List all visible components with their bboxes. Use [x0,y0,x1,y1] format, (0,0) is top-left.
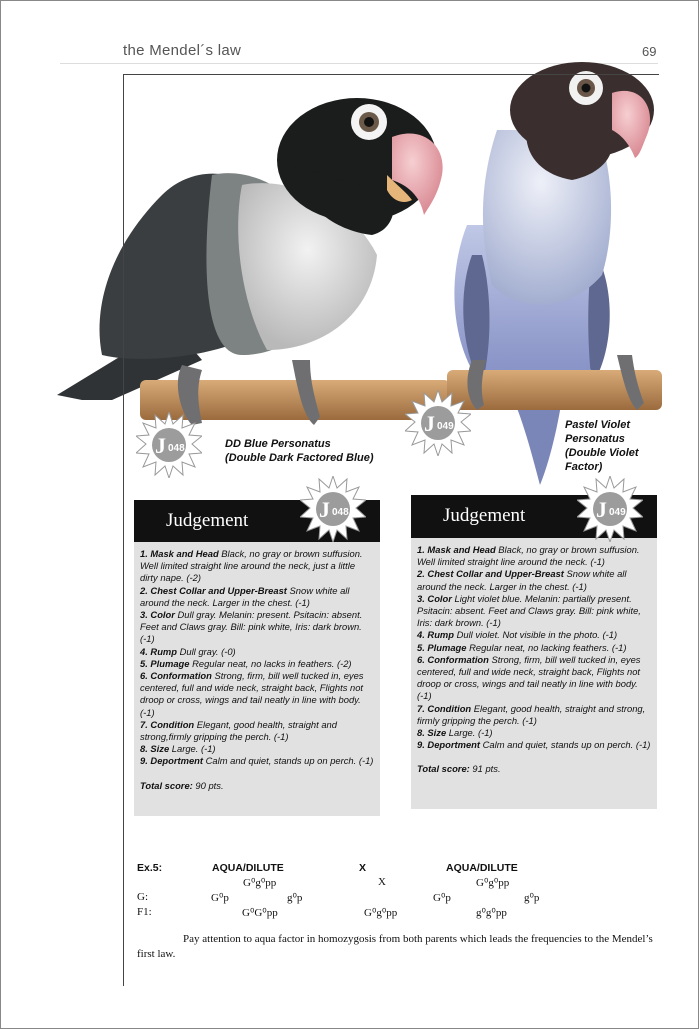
criterion-item [417,593,651,630]
bird-label-line: Pastel Violet [565,419,631,431]
badge-048-icon [136,412,202,478]
criterion-item [140,755,374,767]
total-score: Total score: 90 pts. [140,779,224,791]
parent2-label: AQUA/DILUTE [446,862,518,874]
criterion-name: 7. Condition [140,718,195,730]
gamete: g⁰p [524,892,540,904]
criterion-item [140,670,374,719]
badge-number: 048 [168,443,185,454]
bird-label-049 [565,418,639,474]
criterion-text: Elegant, good health, straight and strong,firmly gripping the perch. (-1) [140,718,337,743]
gamete: G⁰p [211,892,229,904]
bird-label-048 [225,437,374,465]
criterion-name: 3. Color [417,592,452,604]
bird-label-line: Factor) [565,461,603,473]
judgement-box-049 [411,495,657,809]
badge-number: 049 [437,421,454,432]
bird-label-line: Personatus [565,433,625,445]
criterion-text: Black, no gray or brown suffusion. Well limited straight line around the neck. (-1) [417,544,640,568]
judgement-badge-048-icon [300,476,366,542]
criterion-name: 5. Plumage [140,657,190,669]
criterion-text: Strong, firm, bill well tucked in, eyes centered, full and wide neck, straight back, Flights not droop or cross, wings and tail neatly in line with body. (-1) [140,670,364,718]
criterion-name: 9. Deportment [417,739,481,751]
judgement-criteria [417,544,651,776]
criterion-item [417,727,651,739]
criterion-text: Strong, firm, bill well tucked in, eyes centered, full and wide neck, straight back, Flights not droop or cross, wings and tail neatly in line with body. (-1) [417,653,641,702]
gametes-label: G: [137,891,148,903]
criterion-name: 1. Mask and Head [140,548,219,559]
criterion-item [417,739,651,751]
criterion-text: Calm and quiet, stands up on perch. (-1) [203,755,374,767]
judgement-criteria [140,548,374,792]
cross-symbol: X [359,862,367,874]
criterion-item [417,703,651,727]
criterion-text: Dull gray. Melanin: present. Psitacin: absent. Feet and Claws gray. Bill: pink white, Iris: dark brown. (-1) [140,609,363,645]
f1-genotype: G⁰G⁰pp [242,907,278,919]
criterion-text: Large. (-1) [446,727,493,739]
criterion-name: 8. Size [140,743,170,755]
criterion-item [417,544,651,568]
parent1-label: AQUA/DILUTE [212,862,284,874]
running-head: the Mendel´s law [123,42,242,59]
criterion-name: 8. Size [417,727,447,739]
gamete: G⁰p [433,892,451,904]
criterion-text: Light violet blue. Melanin: partially present. Psitacin: absent. Feet and Claws gray. Bill: pink white, Iris: dark brown. (-1) [417,592,641,629]
gamete: g⁰p [287,892,303,904]
f1-label: F1: [137,906,152,918]
criterion-name: 2. Chest Collar and Upper-Breast [140,584,287,596]
criterion-name: 6. Conformation [140,670,212,682]
parent1-genotype: G⁰g⁰pp [243,877,277,889]
f1-genotype: g⁰g⁰pp [476,907,507,919]
criterion-text: Black, no gray or brown suffusion. Well limited straight line around the neck, just a little dirty nape. (-2) [140,548,363,584]
criterion-item [417,629,651,641]
cross-symbol-small: X [378,876,386,888]
criterion-name: 4. Rump [140,645,177,657]
criterion-text: Dull violet. Not visible in the photo. (-1) [453,629,618,641]
parent2-genotype: G⁰g⁰pp [476,877,510,889]
body-paragraph: Pay attention to aqua factor in homozygosis from both parents which leads the frequencies to the Mendel’s first law. [137,933,653,960]
criterion-name: 4. Rump [417,629,454,641]
criterion-item [140,743,374,755]
page-number: 69 [642,44,657,59]
judgement-box-048 [134,500,380,816]
criterion-item [140,585,374,609]
criterion-text: Calm and quiet, stands up on perch. (-1) [480,739,651,751]
criterion-name: 9. Deportment [140,755,204,767]
total-score: Total score: 91 pts. [417,763,501,775]
frame-left-rule [123,74,124,986]
bird-label-line: (Double Dark Factored Blue) [225,452,374,464]
criterion-item [140,658,374,670]
svg-text:J: J [596,497,607,522]
criterion-item [140,548,374,585]
judgement-badge-049-icon [577,476,643,542]
judgement-title: Judgement [443,505,526,526]
criterion-text: Elegant, good health, straight and strong, firmly gripping the perch. (-1) [417,702,646,726]
criterion-name: 7. Condition [417,702,472,714]
criterion-item [417,642,651,654]
criterion-text: Snow white all around the neck. Larger in the chest. (-1) [140,584,350,608]
criterion-text: Regular neat, no lacking feathers. (-1) [466,641,627,653]
f1-genotype: G⁰g⁰pp [364,907,398,919]
criterion-item [140,646,374,658]
badge-049-icon [405,390,471,456]
criterion-name: 1. Mask and Head [417,544,496,555]
criterion-item [417,654,651,703]
frame-top-rule [123,74,659,75]
criterion-item [140,719,374,743]
criterion-name: 3. Color [140,609,175,621]
criterion-name: 5. Plumage [417,641,467,653]
badge-letter: J [155,433,166,458]
bird-label-line: DD Blue Personatus [225,438,331,450]
example-label: Ex.5: [137,862,163,874]
criterion-text: Regular neat, no lacks in feathers. (-2) [189,657,352,669]
criterion-text: Large. (-1) [169,743,216,755]
svg-text:J: J [424,411,435,436]
badge-number: 049 [609,507,626,518]
judgement-title: Judgement [166,510,249,531]
svg-text:J: J [319,497,330,522]
bird-label-line: (Double Violet [565,447,639,459]
criterion-item [417,568,651,592]
criterion-name: 6. Conformation [417,653,489,665]
badge-number: 048 [332,507,349,518]
criterion-text: Dull gray. (-0) [176,645,236,657]
criterion-name: 2. Chest Collar and Upper-Breast [417,568,564,580]
criterion-item [140,609,374,646]
criterion-text: Snow white all around the neck. Larger in the chest. (-1) [417,568,627,592]
